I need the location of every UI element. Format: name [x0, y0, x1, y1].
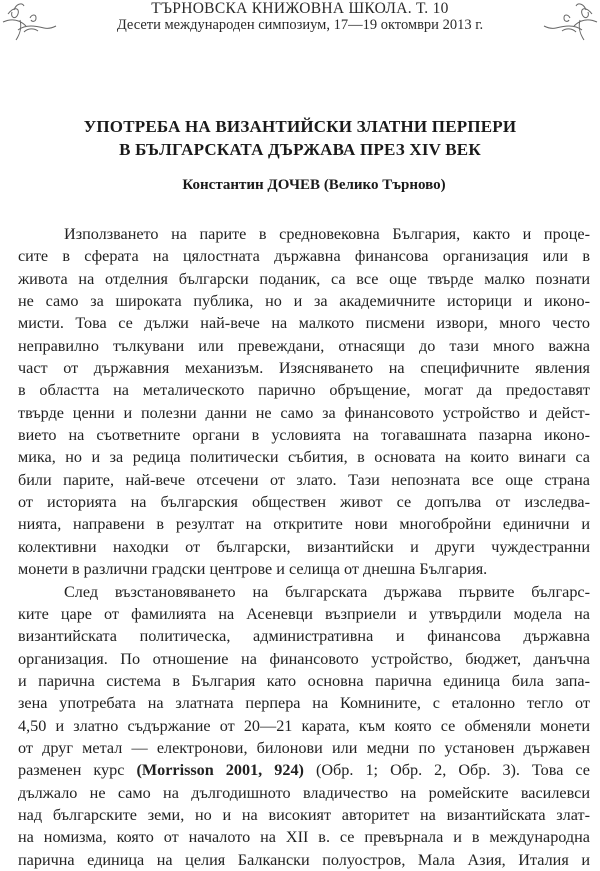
text-line: парична единица на целия Балкански полуостров, Мала Азия, Италия и [18, 850, 590, 869]
text-fragment: (Обр. 1; Обр. 2, Обр. 3). Това се [303, 761, 590, 780]
text-line: над българските земи, но и на високият авторитет на византийската злат- [18, 805, 590, 824]
text-line: византийската политическа, административна и финансова държавна [18, 627, 590, 646]
text-line: на номизма, която от началото на XII в. се превърнала и в международна [18, 828, 590, 847]
text-line: от историята на българския обществен живот се допълва от изследва- [18, 493, 590, 512]
text-line: колективни находки от български, византийски и други чуждестранни [18, 537, 590, 556]
journal-title: ТЪРНОВСКА КНИЖОВНА ШКОЛА. Т. 10 [151, 0, 449, 17]
article-body [18, 223, 590, 871]
article-author: Константин ДОЧЕВ (Велико Търново) [182, 177, 446, 193]
text-line: от друг метал — електронови, билонови или медни по установен държавен [18, 738, 590, 757]
text-line: организация. По отношение на финансовото устройство, бюджет, данъчна [18, 649, 590, 668]
text-line: твърде ценни и полезни данни не само за финансовото устройство и дейст- [18, 403, 590, 422]
text-line: сите в сферата на цялостната държавна финансова организация или в [18, 247, 590, 266]
text-line: зена употребата на златната перпера на Комнините, с еталонно тегло от [18, 694, 590, 713]
text-line: били парите, най-вече отсечени от злато. Тази непозната все още страна [18, 470, 590, 489]
text-line: мисти. Това се дължи най-вече на малкото писмени извори, много често [18, 314, 590, 333]
text-line: в областта на металическото парично обръщение, могат да предоставят [18, 381, 590, 400]
text-line: неправилно тълкувани или превеждани, отнасящи до тази много важна [18, 336, 590, 355]
text-line: не само за широката публика, но и за академичните историци и иконо- [18, 292, 590, 311]
running-header [0, 0, 600, 40]
text-line: монети в различни градски центрове и селища от днешна България. [18, 560, 488, 579]
text-fragment: разменен курс [18, 761, 137, 780]
paragraph-1 [18, 223, 590, 581]
text-line: мика, но и за редица политически събития, в основата на които винаги са [18, 448, 590, 467]
text-line: вието на съответните органи в условията на тогавашната пазарна иконо- [18, 426, 590, 445]
text-line: ките царе от фамилията на Асеневци възприели и утвърдили модела на [18, 604, 590, 623]
text-line: нията, направени в резултат на откритите нови многобройни единични и [18, 515, 590, 534]
text-line: 4,50 и златно съдържание от 20—21 карата, към която се обменяли монети [18, 716, 590, 735]
text-line: След възстановяването на българската държава първите българс- [64, 582, 590, 601]
text-line: и парична система в България като основна парична единица била запа- [18, 671, 590, 690]
article-title-line-2: В БЪЛГАРСКАТА ДЪРЖАВА ПРЕЗ XIV ВЕК [119, 140, 481, 159]
text-line-with-citation [18, 759, 590, 781]
citation-reference: (Morrisson 2001, 924) [136, 761, 304, 780]
article-title-line-1: УПОТРЕБА НА ВИЗАНТИЙСКИ ЗЛАТНИ ПЕРПЕРИ [83, 117, 517, 136]
text-line: живота на отделния български поданик, са все още твърде малко познати [18, 269, 590, 288]
conference-line: Десети международен симпозиум, 17—19 октомври 2013 г. [116, 17, 484, 33]
text-line: част от държавния механизъм. Изясняването на специфичните явления [18, 359, 590, 378]
text-line: дължало не само на дългодишното владичество на ромейските василевси [18, 783, 590, 802]
paragraph-2 [18, 581, 590, 871]
text-line: Използването на парите в средновековна България, както и проце- [64, 225, 590, 243]
